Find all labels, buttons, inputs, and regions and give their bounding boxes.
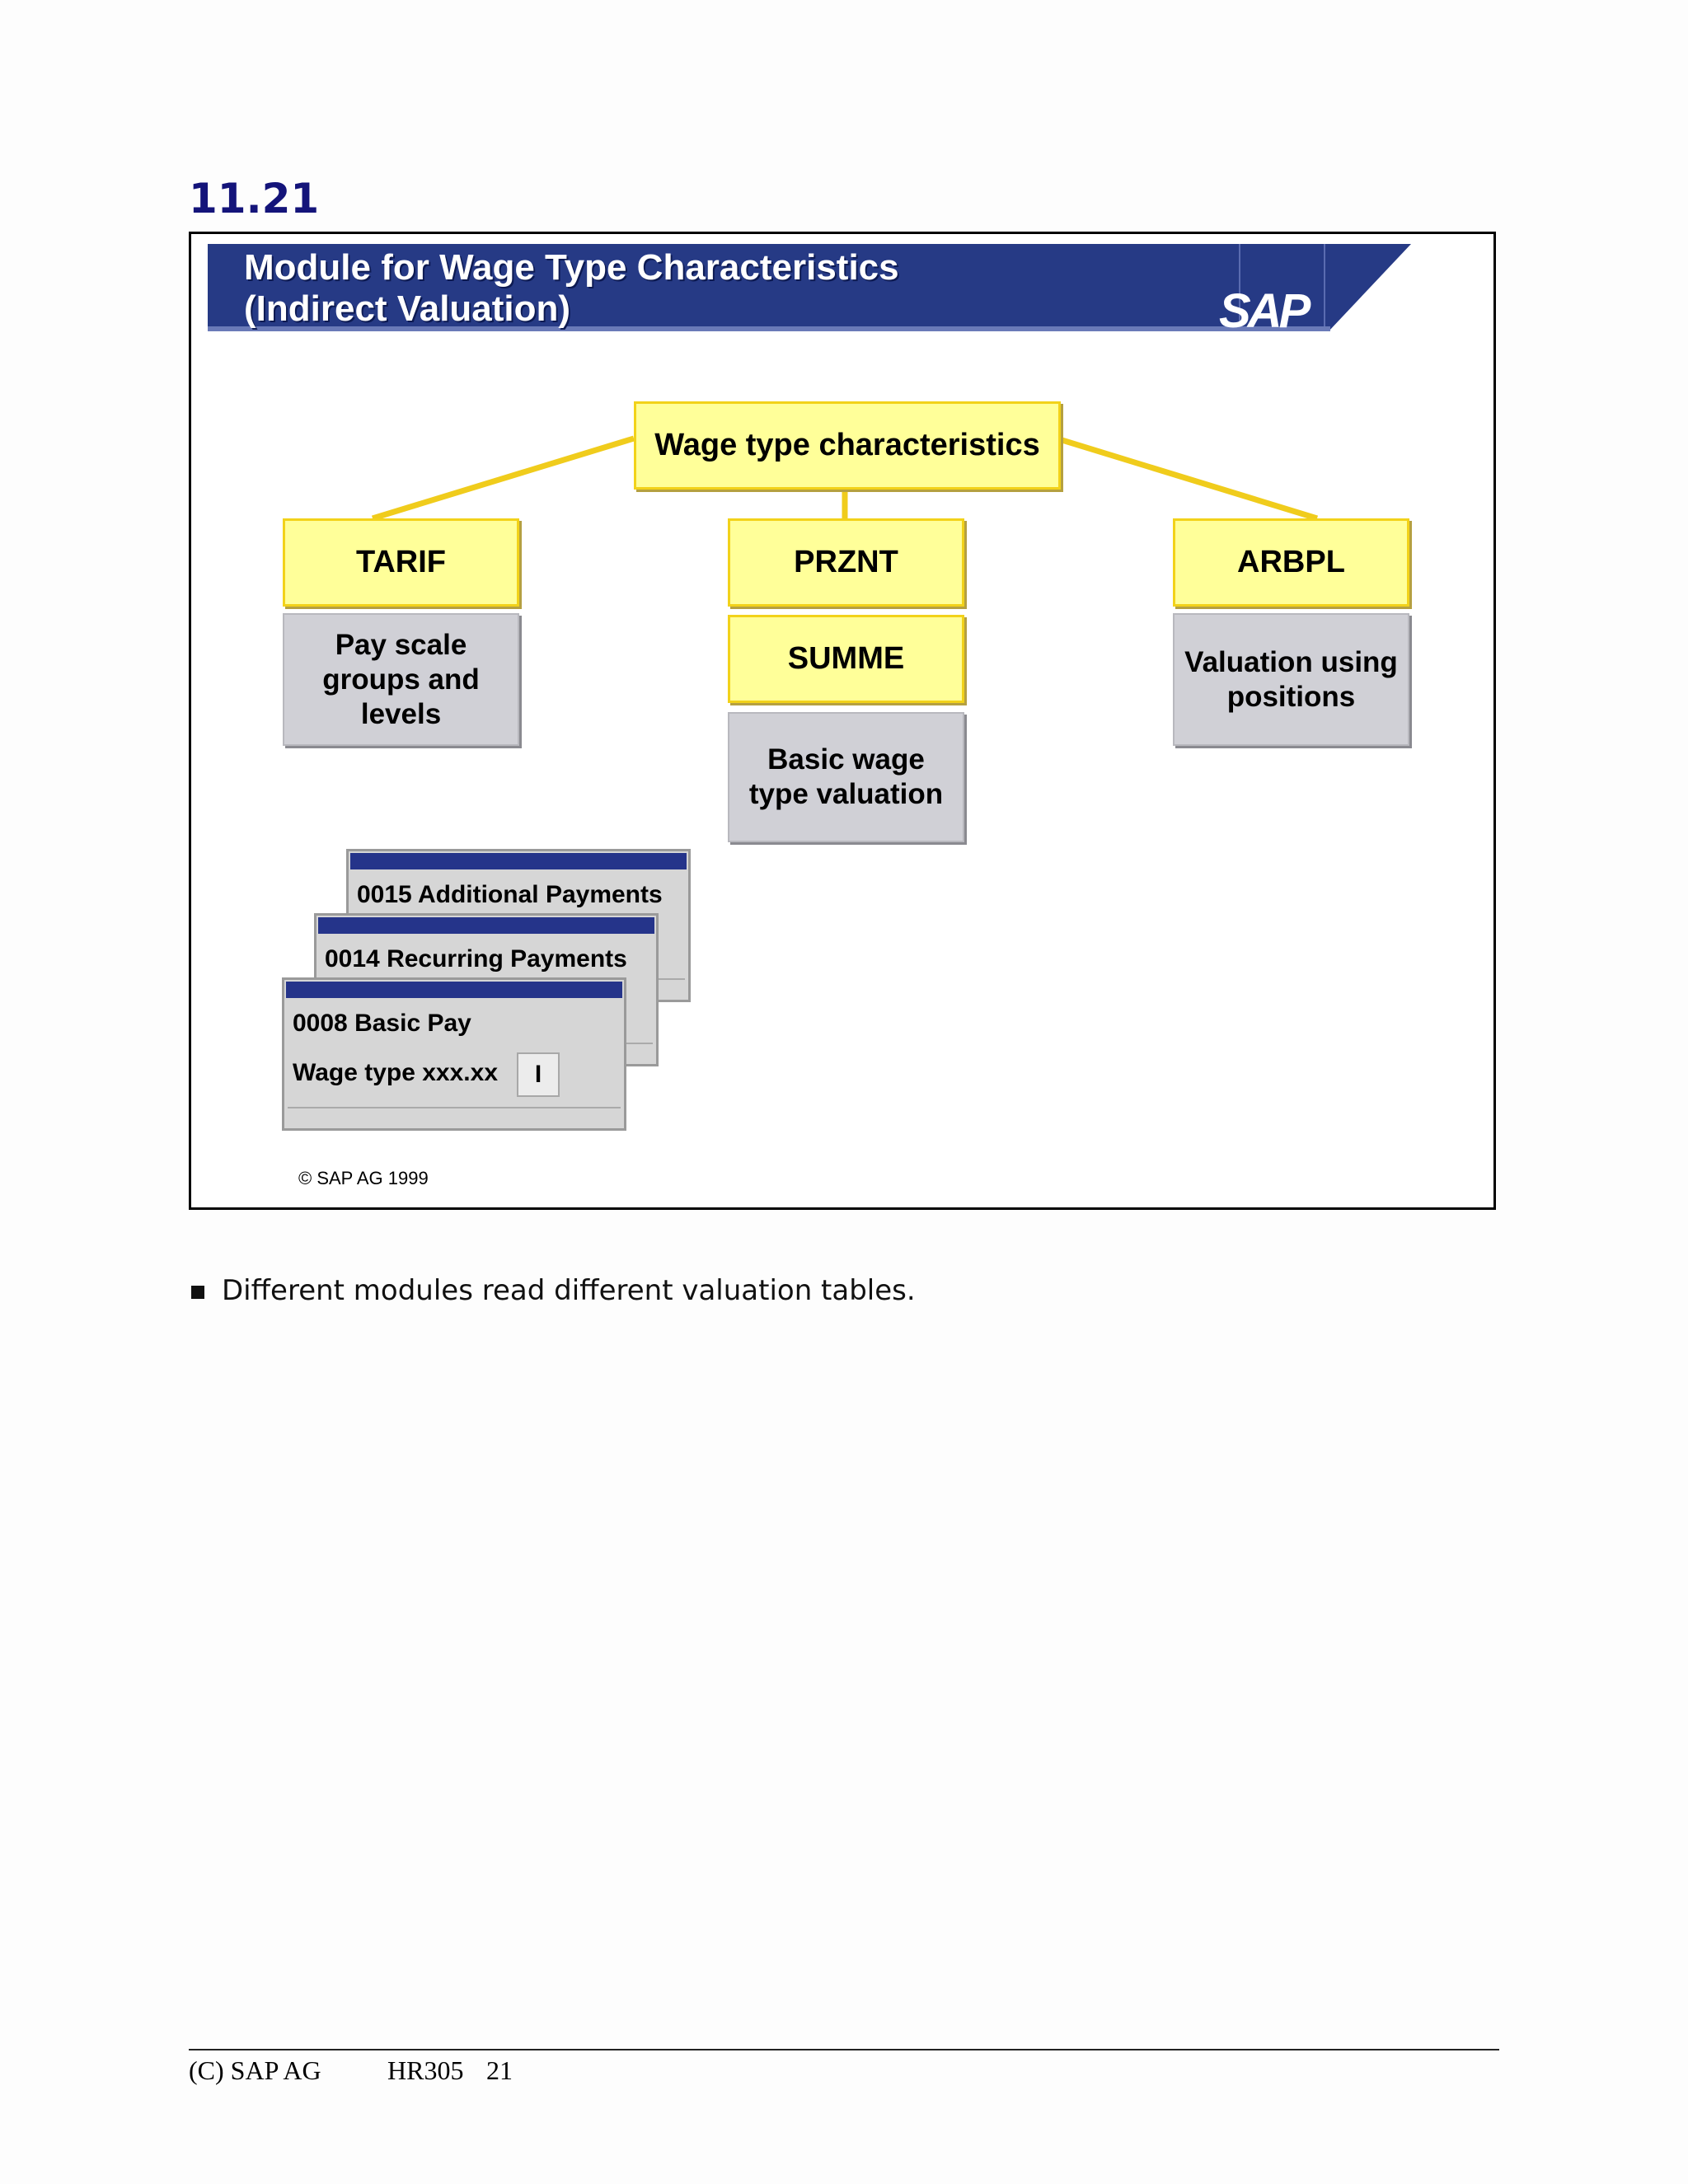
slide-title-line1: Module for Wage Type Characteristics	[244, 247, 899, 288]
slide-copyright: © SAP AG 1999	[298, 1168, 429, 1188]
window-title-bar	[286, 982, 622, 998]
tarif-description	[322, 628, 480, 732]
tarif-box	[283, 518, 519, 607]
bullet-text: Different modules read different valuation tables.	[222, 1274, 916, 1307]
prznt-description	[749, 743, 943, 812]
wage-type-characteristics-box	[634, 401, 1061, 490]
window-status-bar	[288, 1107, 621, 1125]
tarif-description-line: levels	[360, 697, 442, 730]
wage-type-field[interactable]: I	[517, 1052, 560, 1097]
footer-course-code: HR305	[387, 2055, 464, 2085]
window-title-bar	[350, 853, 687, 869]
prznt-description-line: type valuation	[748, 778, 944, 810]
screen-basic-pay-title: 0008 Basic Pay	[293, 1010, 471, 1037]
prznt-description-box	[728, 712, 964, 842]
prznt-box	[728, 518, 964, 607]
arbpl-description	[1184, 645, 1398, 715]
tarif-description-line: Pay scale	[335, 628, 467, 661]
summe-label: SUMME	[787, 641, 905, 676]
arbpl-box	[1173, 518, 1409, 607]
footer-copyright: (C) SAP AG	[189, 2055, 321, 2085]
tarif-description-box	[283, 613, 519, 746]
screen-recurring-payments-title: 0014 Recurring Payments	[325, 945, 627, 972]
arbpl-description-line: Valuation using	[1184, 645, 1398, 678]
wage-type-field-label: Wage type xxx.xx	[293, 1059, 499, 1086]
connector-tarif	[373, 438, 634, 518]
arbpl-description-box	[1173, 613, 1409, 746]
footer-divider	[189, 2049, 1499, 2050]
section-number: 11.21	[189, 175, 320, 223]
slide-frame	[189, 232, 1496, 1210]
window-title-bar	[318, 917, 654, 934]
sap-logo: SAP	[1219, 284, 1308, 338]
prznt-description-line: Basic wage	[767, 743, 925, 776]
connector-arbpl	[1057, 438, 1317, 518]
screen-additional-payments-title: 0015 Additional Payments	[357, 881, 663, 908]
arbpl-label: ARBPL	[1237, 545, 1345, 579]
wage-type-characteristics-label: Wage type characteristics	[654, 428, 1040, 462]
footer-page-number: 21	[486, 2055, 513, 2085]
tarif-description-line: groups and	[322, 663, 480, 696]
prznt-label: PRZNT	[794, 545, 898, 579]
tarif-label: TARIF	[355, 545, 447, 579]
slide-title-line2: (Indirect Valuation)	[244, 288, 571, 329]
bullet-square-icon	[191, 1286, 204, 1299]
arbpl-description-line: positions	[1226, 680, 1356, 713]
summe-box	[728, 615, 964, 703]
screen-basic-pay	[282, 977, 626, 1131]
